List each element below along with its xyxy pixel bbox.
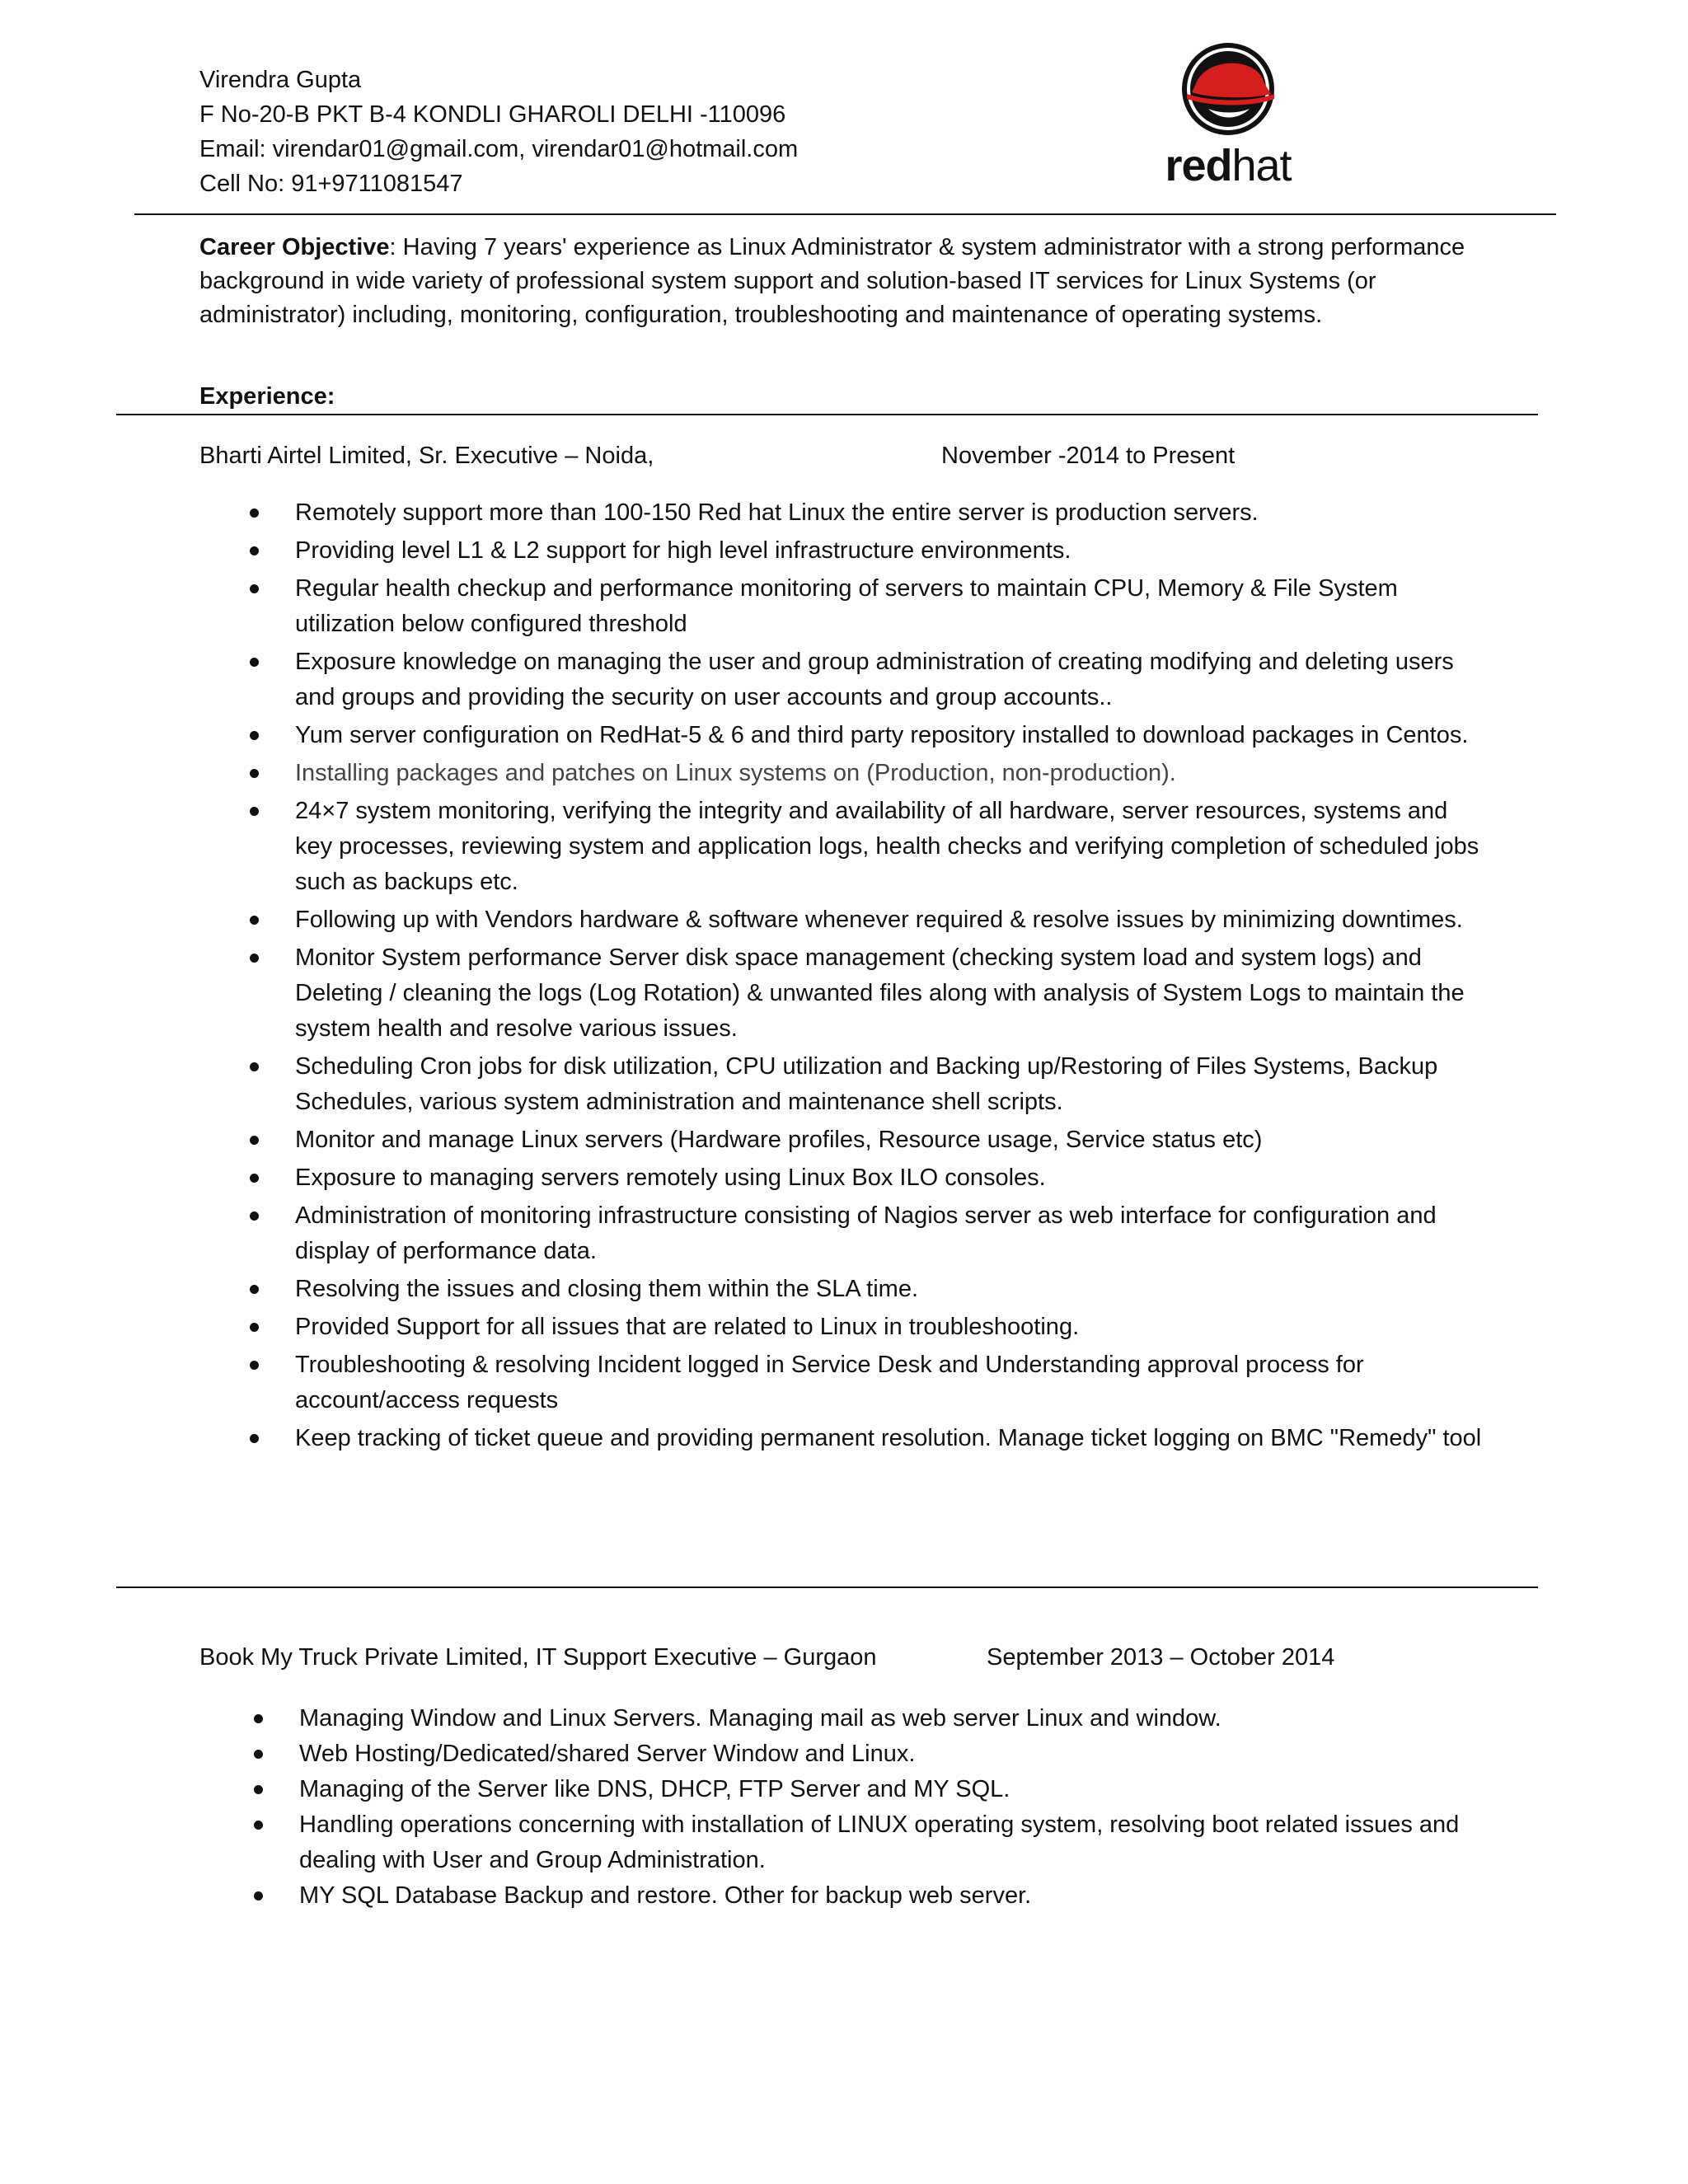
bullet-dot-icon: [250, 916, 259, 925]
bullet-dot-icon: [250, 584, 259, 593]
bullet-text: Installing packages and patches on Linux systems on (Production, non-production).: [295, 760, 1176, 786]
bullet-dot-icon: [250, 509, 259, 518]
bullet-text: 24×7 system monitoring, verifying the integrity and availability of all hardware, server resources, systems and key processes, reviewing system and application logs, health checks and verifying completion of scheduled jobs such as backups etc.: [295, 798, 1479, 895]
redhat-logo: [1146, 41, 1311, 198]
job-header-bookmytruck: [199, 1640, 1335, 1675]
bullet-item: [295, 1049, 1490, 1120]
objective-label: Career Objective: [199, 234, 390, 260]
bullet-item: [295, 644, 1490, 715]
bullet-item: [299, 1701, 1494, 1736]
bullet-text: Administration of monitoring infrastructure consisting of Nagios server as web interface for configuration and display of performance data.: [295, 1202, 1437, 1264]
career-objective: [199, 231, 1485, 332]
wordmark-bold: red: [1165, 141, 1232, 190]
bullet-dot-icon: [254, 1750, 263, 1759]
job-company: Bharti Airtel Limited, Sr. Executive – Noida,: [199, 443, 654, 469]
job-dates: November -2014 to Present: [941, 443, 1236, 469]
bullet-item: [295, 1272, 1490, 1307]
bullet-dot-icon: [250, 731, 259, 740]
bullet-text: Managing of the Server like DNS, DHCP, FTP Server and MY SQL.: [299, 1776, 1010, 1802]
bullet-dot-icon: [250, 546, 259, 555]
bullet-dot-icon: [250, 1323, 259, 1332]
bullet-text: Keep tracking of ticket queue and providing permanent resolution. Manage ticket logging on BMC "Remedy" tool: [295, 1425, 1482, 1451]
bullet-dot-icon: [250, 1285, 259, 1294]
bullet-dot-icon: [250, 1212, 259, 1221]
bullet-item: [299, 1807, 1494, 1878]
address-line: F No-20-B PKT B-4 KONDLI GHAROLI DELHI -110096: [199, 101, 786, 128]
bullet-item: [295, 495, 1490, 531]
job-bullets-airtel: [295, 495, 1490, 1459]
bullet-item: [295, 794, 1490, 900]
header-divider: [134, 213, 1556, 215]
cell-line: Cell No: 91+9711081547: [199, 171, 463, 197]
bullet-text: Monitor and manage Linux servers (Hardware profiles, Resource usage, Service status etc): [295, 1127, 1263, 1153]
bullet-dot-icon: [250, 658, 259, 667]
bullet-text: Handling operations concerning with installation of LINUX operating system, resolving boot related issues and dealing with User and Group Administration.: [299, 1811, 1460, 1873]
job-bullets-bookmytruck: [299, 1701, 1494, 1914]
bullet-text: Providing level L1 & L2 support for high level infrastructure environments.: [295, 537, 1071, 564]
bullet-text: Exposure knowledge on managing the user and group administration of creating modifying and deleting users and groups and providing the security on user accounts and group accounts..: [295, 649, 1454, 710]
bullet-item: [299, 1736, 1494, 1772]
job-header-airtel: [199, 438, 1236, 473]
bullet-dot-icon: [250, 769, 259, 778]
bullet-item: [295, 1198, 1490, 1269]
bullet-dot-icon: [250, 954, 259, 963]
job-divider: [116, 1586, 1538, 1588]
bullet-text: Resolving the issues and closing them within the SLA time.: [295, 1276, 919, 1302]
bullet-text: Yum server configuration on RedHat-5 & 6 and third party repository installed to download packages in Centos.: [295, 722, 1469, 748]
bullet-item: [295, 533, 1490, 569]
job-company: Book My Truck Private Limited, IT Support Executive – Gurgaon: [199, 1644, 877, 1671]
job-dates: September 2013 – October 2014: [987, 1644, 1335, 1671]
experience-divider: [116, 414, 1538, 415]
bullet-dot-icon: [250, 1361, 259, 1370]
bullet-dot-icon: [254, 1785, 263, 1794]
bullet-dot-icon: [250, 1062, 259, 1071]
bullet-dot-icon: [250, 1174, 259, 1183]
bullet-dot-icon: [254, 1714, 263, 1723]
bullet-item: [295, 902, 1490, 938]
bullet-text: Scheduling Cron jobs for disk utilization, CPU utilization and Backing up/Restoring of Files Systems, Backup Schedules, various system administration and maintenance shell scripts.: [295, 1053, 1438, 1115]
objective-text: : Having 7 years' experience as Linux Administrator & system administrator with a strong performance background in wide variety of professional system support and solution-based IT services for Linux Systems (or administrator) including, monitoring, configuration, troubleshooting and maintenance of operating systems.: [199, 234, 1465, 328]
redhat-wordmark: [1146, 140, 1311, 191]
bullet-text: Managing Window and Linux Servers. Managing mail as web server Linux and window.: [299, 1705, 1221, 1732]
experience-heading: Experience:: [199, 383, 335, 410]
wordmark-light: hat: [1231, 141, 1292, 190]
bullet-text: Following up with Vendors hardware & software whenever required & resolve issues by minimizing downtimes.: [295, 907, 1463, 933]
bullet-item: [295, 756, 1490, 791]
bullet-item: [295, 571, 1490, 642]
bullet-item: [295, 940, 1490, 1047]
bullet-dot-icon: [254, 1821, 263, 1830]
bullet-text: Troubleshooting & resolving Incident logged in Service Desk and Understanding approval process for account/access requests: [295, 1352, 1364, 1413]
bullet-item: [295, 1160, 1490, 1196]
bullet-dot-icon: [254, 1891, 263, 1900]
bullet-dot-icon: [250, 1136, 259, 1145]
bullet-item: [295, 1310, 1490, 1345]
contact-header: [199, 63, 1024, 201]
bullet-text: Regular health checkup and performance monitoring of servers to maintain CPU, Memory & File System utilization below configured threshold: [295, 575, 1398, 637]
bullet-item: [295, 1347, 1490, 1418]
bullet-text: Remotely support more than 100-150 Red hat Linux the entire server is production servers.: [295, 499, 1259, 526]
bullet-text: Exposure to managing servers remotely using Linux Box ILO consoles.: [295, 1165, 1046, 1191]
bullet-dot-icon: [250, 1434, 259, 1443]
bullet-item: [295, 718, 1490, 753]
bullet-dot-icon: [250, 807, 259, 816]
candidate-name: Virendra Gupta: [199, 67, 362, 93]
bullet-text: Provided Support for all issues that are related to Linux in troubleshooting.: [295, 1314, 1080, 1340]
bullet-text: Web Hosting/Dedicated/shared Server Window and Linux.: [299, 1741, 916, 1767]
redhat-shadowman-icon: [1146, 41, 1311, 140]
bullet-item: [299, 1878, 1494, 1914]
bullet-text: Monitor System performance Server disk space management (checking system load and system logs) and Deleting / cleaning the logs (Log Rotation) & unwanted files along with analysis of System Logs to maintain the system health and resolve various issues.: [295, 944, 1465, 1042]
bullet-text: MY SQL Database Backup and restore. Other for backup web server.: [299, 1882, 1032, 1909]
email-line: Email: virendar01@gmail.com, virendar01@hotmail.com: [199, 136, 799, 162]
bullet-item: [295, 1421, 1490, 1456]
bullet-item: [299, 1772, 1494, 1807]
bullet-item: [295, 1122, 1490, 1158]
